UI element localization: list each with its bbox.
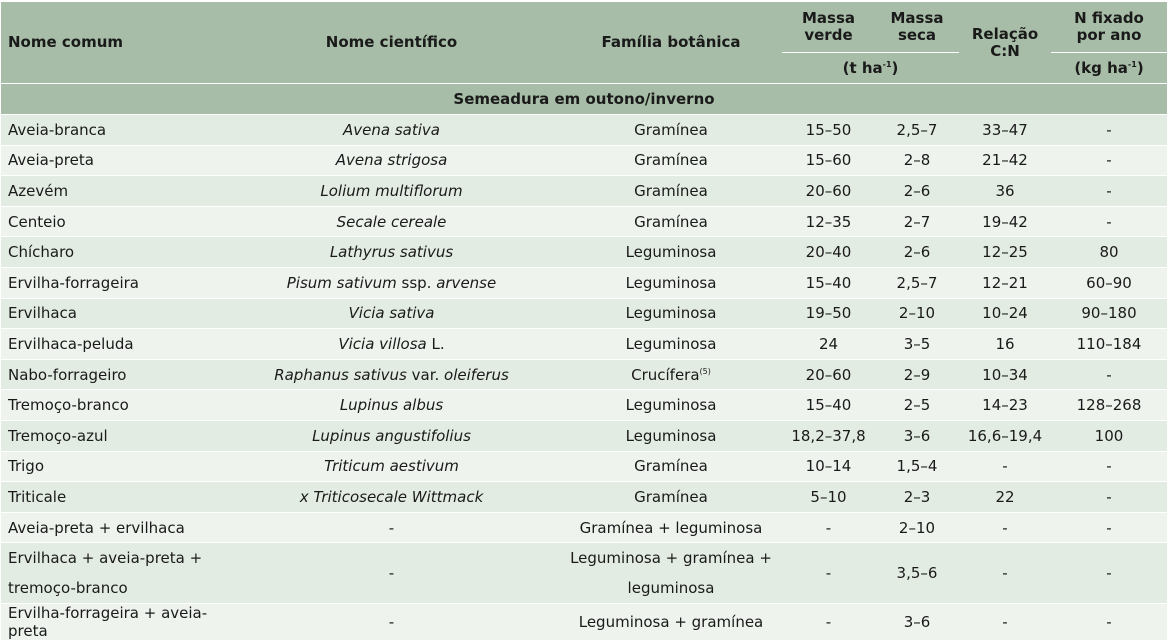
table-row [1, 267, 1167, 298]
cell-common-name: Ervilha-forrageira [1, 267, 223, 298]
cell-green-mass: 20–40 [782, 237, 875, 268]
header-common-name: Nome comum [1, 2, 223, 84]
cell-n-fixed: 100 [1051, 420, 1167, 451]
cell-scientific-name: Avena sativa [223, 115, 560, 146]
cell-family: Leguminosa [560, 329, 782, 360]
cell-dry-mass: 3–5 [875, 329, 959, 360]
cell-family: Leguminosa [560, 237, 782, 268]
cell-family: Gramínea [560, 145, 782, 176]
cell-common-name: Ervilhaca [1, 298, 223, 329]
cell-n-fixed: 90–180 [1051, 298, 1167, 329]
cell-n-fixed: 128–268 [1051, 390, 1167, 421]
cell-scientific-name: Lupinus albus [223, 390, 560, 421]
table-row [1, 604, 1167, 641]
cell-green-mass: 20–60 [782, 359, 875, 390]
table-body [1, 115, 1167, 641]
header-n-fixed: N fixado por ano [1051, 2, 1167, 53]
section-title: Semeadura em outono/inverno [1, 84, 1167, 115]
cell-cn-ratio: 16,6–19,4 [959, 420, 1051, 451]
cell-dry-mass: 3–6 [875, 420, 959, 451]
cell-cn-ratio: - [959, 512, 1051, 543]
cell-common-name: Tremoço-azul [1, 420, 223, 451]
cell-n-fixed: 110–184 [1051, 329, 1167, 360]
cell-dry-mass: 2,5–7 [875, 115, 959, 146]
cell-common-name: Ervilha-forrageira + aveia-preta [1, 604, 223, 641]
cell-common-name: Ervilhaca + aveia-preta + tremoço-branco [1, 543, 223, 604]
cell-family: Gramínea + leguminosa [560, 512, 782, 543]
cell-dry-mass: 2–10 [875, 512, 959, 543]
cell-cn-ratio: - [959, 451, 1051, 482]
header-cn-ratio: Relação C:N [959, 2, 1051, 84]
table-row [1, 298, 1167, 329]
cell-green-mass: 19–50 [782, 298, 875, 329]
cell-green-mass: 15–40 [782, 267, 875, 298]
cell-cn-ratio: 10–34 [959, 359, 1051, 390]
cell-family: Leguminosa [560, 390, 782, 421]
cell-scientific-name: - [223, 512, 560, 543]
table-row [1, 237, 1167, 268]
table-row [1, 329, 1167, 360]
cell-common-name: Azevém [1, 176, 223, 207]
header-row [1, 2, 1167, 53]
cell-cn-ratio: 12–21 [959, 267, 1051, 298]
cell-n-fixed: 80 [1051, 237, 1167, 268]
cell-green-mass: 24 [782, 329, 875, 360]
cell-n-fixed: 60–90 [1051, 267, 1167, 298]
cell-green-mass: - [782, 512, 875, 543]
cell-family: Gramínea [560, 206, 782, 237]
cell-dry-mass: 2–6 [875, 237, 959, 268]
cell-dry-mass: 2–9 [875, 359, 959, 390]
table-row [1, 115, 1167, 146]
cell-common-name: Chícharo [1, 237, 223, 268]
cell-cn-ratio: 21–42 [959, 145, 1051, 176]
cell-common-name: Trigo [1, 451, 223, 482]
cell-dry-mass: 2–5 [875, 390, 959, 421]
cell-dry-mass: 2–3 [875, 482, 959, 513]
cell-common-name: Triticale [1, 482, 223, 513]
cell-dry-mass: 2–10 [875, 298, 959, 329]
table-row [1, 451, 1167, 482]
cell-scientific-name: Lathyrus sativus [223, 237, 560, 268]
cell-n-fixed: - [1051, 543, 1167, 604]
cell-n-fixed: - [1051, 482, 1167, 513]
header-dry-mass: Massa seca [875, 2, 959, 53]
cell-cn-ratio: - [959, 604, 1051, 641]
cell-family: Leguminosa + gramínea + leguminosa [560, 543, 782, 604]
table-row [1, 206, 1167, 237]
cell-cn-ratio: 14–23 [959, 390, 1051, 421]
header-mass-unit: (t $ha^{-1}$) [782, 53, 959, 84]
cell-green-mass: 15–40 [782, 390, 875, 421]
cell-scientific-name: - [223, 543, 560, 604]
cell-green-mass: 15–60 [782, 145, 875, 176]
cell-cn-ratio: 12–25 [959, 237, 1051, 268]
cell-scientific-name: x Triticosecale Wittmack [223, 482, 560, 513]
header-scientific-name: Nome científico [223, 2, 560, 84]
table-row [1, 420, 1167, 451]
table-row [1, 359, 1167, 390]
cell-n-fixed: - [1051, 206, 1167, 237]
cell-green-mass: 10–14 [782, 451, 875, 482]
cell-family: Leguminosa + gramínea [560, 604, 782, 641]
cell-common-name: Aveia-branca [1, 115, 223, 146]
cell-green-mass: 12–35 [782, 206, 875, 237]
cell-dry-mass: 3,5–6 [875, 543, 959, 604]
header-green-mass: Massa verde [782, 2, 875, 53]
cell-scientific-name: Lupinus angustifolius [223, 420, 560, 451]
cell-scientific-name: Vicia sativa [223, 298, 560, 329]
cell-green-mass: 15–50 [782, 115, 875, 146]
cell-dry-mass: 2–7 [875, 206, 959, 237]
cell-family: Leguminosa [560, 267, 782, 298]
table-row [1, 482, 1167, 513]
cell-cn-ratio: 36 [959, 176, 1051, 207]
cell-cn-ratio: - [959, 543, 1051, 604]
cell-n-fixed: - [1051, 604, 1167, 641]
cell-common-name: Aveia-preta + ervilhaca [1, 512, 223, 543]
header-n-unit: (kg $ha^{-1}$) [1051, 53, 1167, 84]
cell-n-fixed: - [1051, 451, 1167, 482]
cell-green-mass: - [782, 604, 875, 641]
table-row [1, 176, 1167, 207]
cell-n-fixed: - [1051, 359, 1167, 390]
cell-common-name: Aveia-preta [1, 145, 223, 176]
cell-green-mass: 5–10 [782, 482, 875, 513]
cell-green-mass: 18,2–37,8 [782, 420, 875, 451]
table-row [1, 543, 1167, 604]
table-row [1, 390, 1167, 421]
cell-scientific-name: Raphanus sativus var. oleiferus [223, 359, 560, 390]
cell-family: Gramínea [560, 115, 782, 146]
cell-scientific-name: Triticum aestivum [223, 451, 560, 482]
cell-common-name: Nabo-forrageiro [1, 359, 223, 390]
cell-family: Leguminosa [560, 420, 782, 451]
cell-scientific-name: Vicia villosa L. [223, 329, 560, 360]
cell-family: Crucífera$^{(5)}$ [560, 359, 782, 390]
cell-green-mass: - [782, 543, 875, 604]
cell-n-fixed: - [1051, 176, 1167, 207]
cell-n-fixed: - [1051, 115, 1167, 146]
cell-cn-ratio: 33–47 [959, 115, 1051, 146]
cell-family: Gramínea [560, 482, 782, 513]
header-family: Família botânica [560, 2, 782, 84]
cell-n-fixed: - [1051, 512, 1167, 543]
cell-family: Gramínea [560, 176, 782, 207]
cell-scientific-name: Secale cereale [223, 206, 560, 237]
cell-dry-mass: 2,5–7 [875, 267, 959, 298]
cell-common-name: Tremoço-branco [1, 390, 223, 421]
cell-scientific-name: Lolium multiflorum [223, 176, 560, 207]
cover-crops-table [1, 2, 1167, 641]
table-row [1, 145, 1167, 176]
cell-common-name: Ervilhaca-peluda [1, 329, 223, 360]
section-row [1, 84, 1167, 115]
cell-cn-ratio: 22 [959, 482, 1051, 513]
cell-scientific-name: Pisum sativum ssp. arvense [223, 267, 560, 298]
cell-cn-ratio: 10–24 [959, 298, 1051, 329]
cell-dry-mass: 3–6 [875, 604, 959, 641]
cell-green-mass: 20–60 [782, 176, 875, 207]
cell-scientific-name: Avena strigosa [223, 145, 560, 176]
cell-n-fixed: - [1051, 145, 1167, 176]
table-row [1, 512, 1167, 543]
cell-dry-mass: 2–8 [875, 145, 959, 176]
cell-family: Leguminosa [560, 298, 782, 329]
cell-common-name: Centeio [1, 206, 223, 237]
cell-family: Gramínea [560, 451, 782, 482]
cell-cn-ratio: 16 [959, 329, 1051, 360]
cell-cn-ratio: 19–42 [959, 206, 1051, 237]
cell-dry-mass: 1,5–4 [875, 451, 959, 482]
cell-dry-mass: 2–6 [875, 176, 959, 207]
cell-scientific-name: - [223, 604, 560, 641]
